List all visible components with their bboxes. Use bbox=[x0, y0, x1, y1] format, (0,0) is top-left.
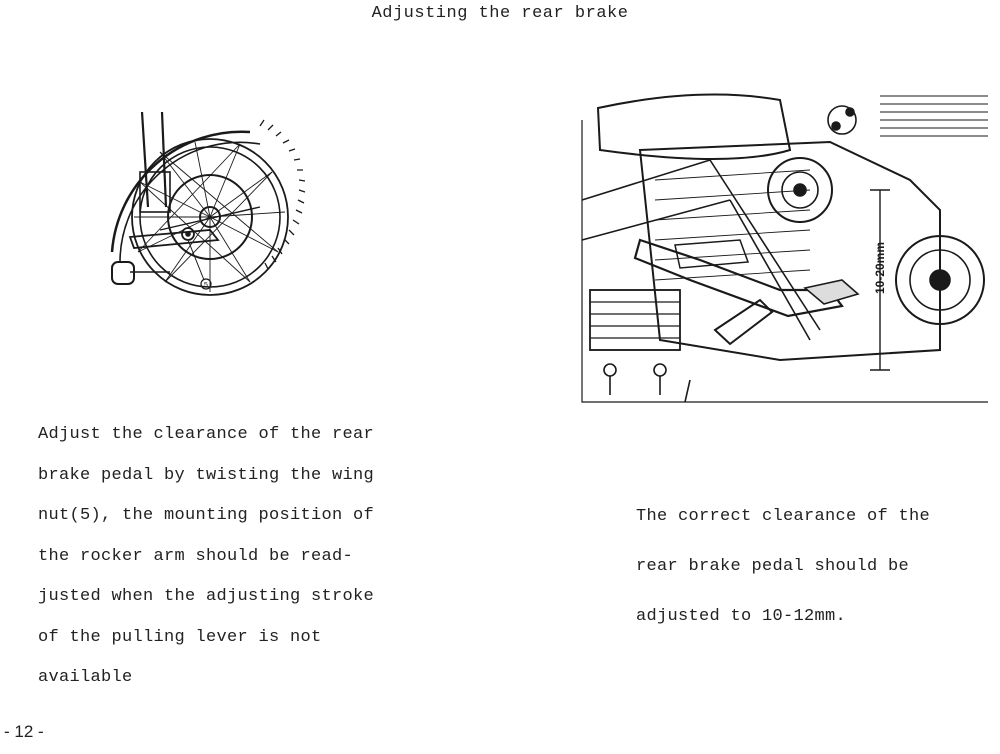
dimension-label: 10-20mm bbox=[873, 241, 887, 295]
left-line: available bbox=[38, 668, 133, 687]
right-line: adjusted to 10-12mm. bbox=[636, 607, 847, 626]
left-line: the rocker arm should be read- bbox=[38, 546, 354, 566]
left-line: of the pulling lever is not bbox=[38, 627, 322, 647]
right-paragraph bbox=[636, 492, 986, 642]
brake-pedal-illustration bbox=[580, 90, 990, 405]
right-line: rear brake pedal should be bbox=[636, 557, 910, 576]
left-line: nut(5), the mounting position of bbox=[38, 506, 375, 525]
left-paragraph bbox=[38, 415, 428, 699]
left-line: justed when the adjusting stroke bbox=[38, 587, 375, 606]
left-line: Adjust the clearance of the rear bbox=[38, 425, 375, 444]
page-title: Adjusting the rear brake bbox=[371, 4, 629, 23]
rear-wheel-brake-illustration bbox=[100, 112, 312, 298]
page-number: - 12 - bbox=[4, 722, 44, 741]
right-line: The correct clearance of the bbox=[636, 507, 931, 526]
left-line: brake pedal by twisting the wing bbox=[38, 465, 375, 485]
callout-number: 5 bbox=[204, 282, 208, 289]
